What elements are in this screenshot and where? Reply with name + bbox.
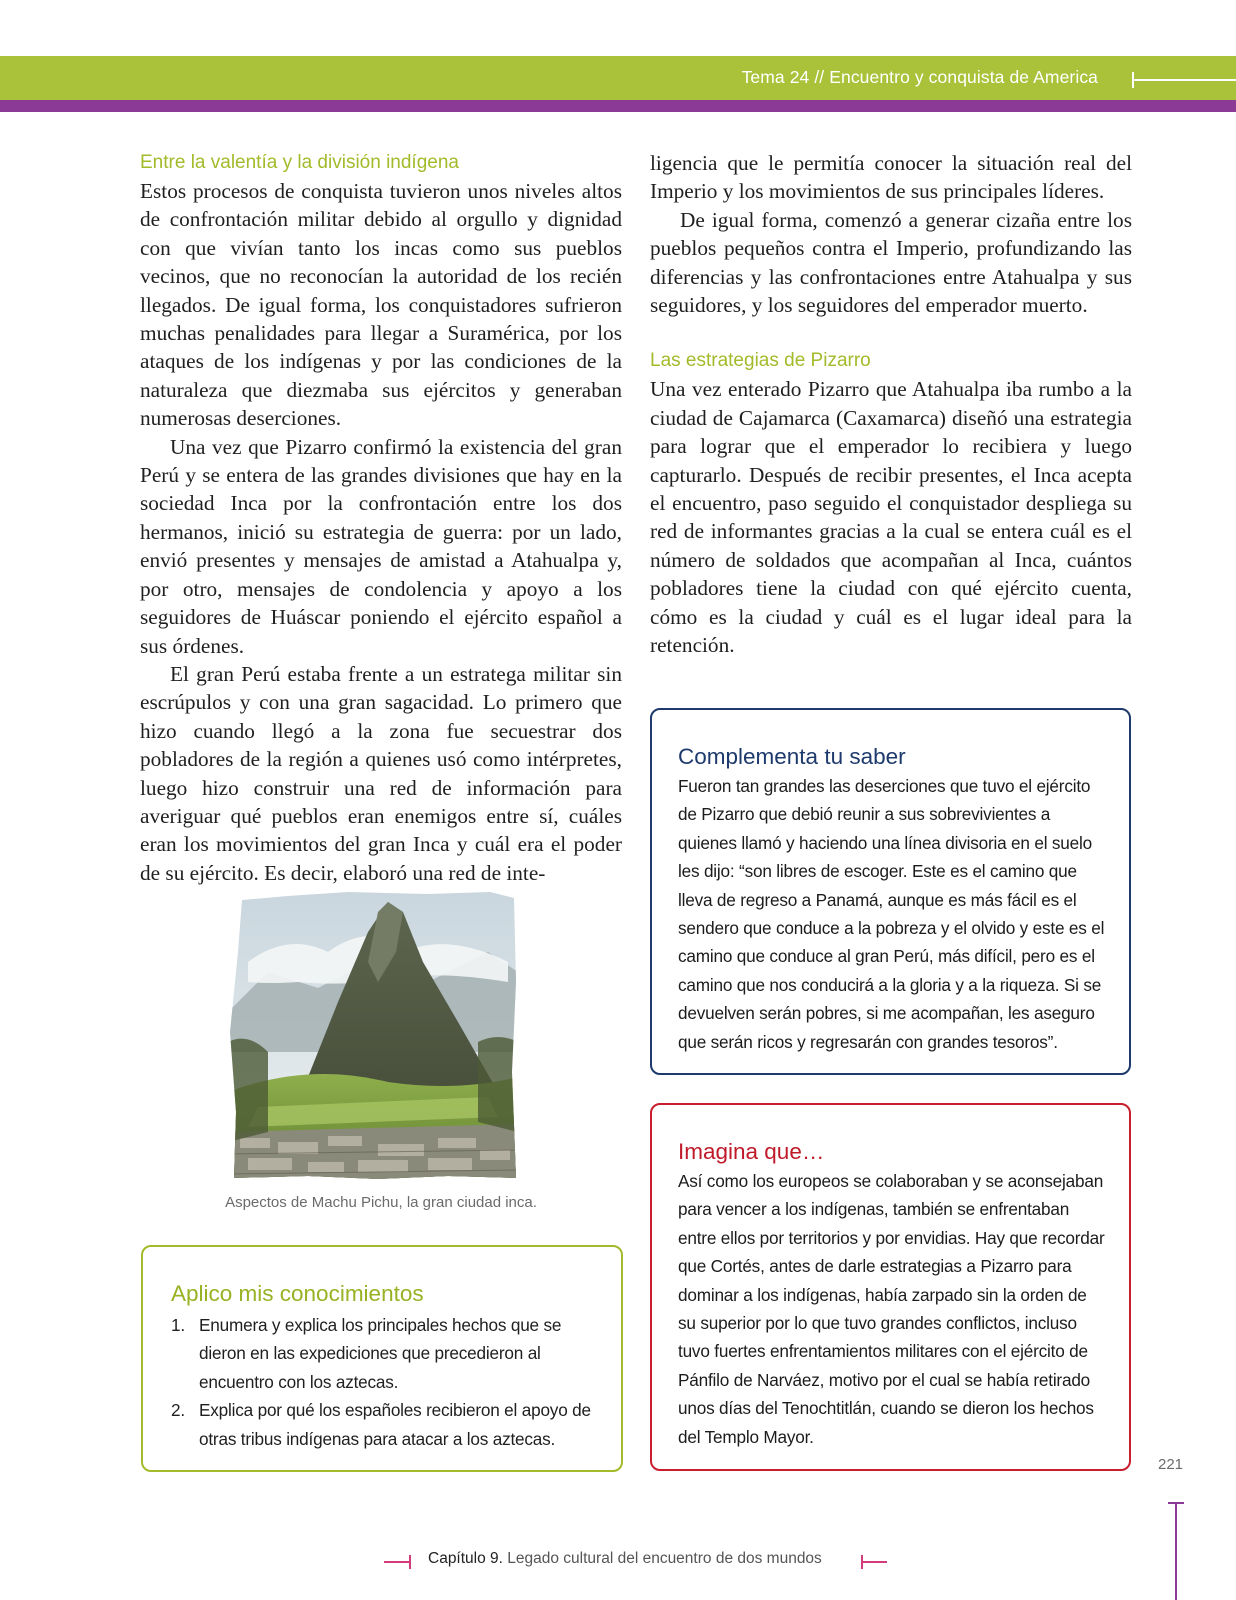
complementa-text: Fueron tan grandes las deserciones que tuvo el ejército de Pizarro que debió reunir a sus sobrevivientes a quienes llamó y haciendo una línea divisoria en el suelo les dijo: “son libres de escoger. Este es el camino que lleva de regreso a Panamá, aunque es más fácil es el sendero que conduce a la pobreza y el olvido y este es el camino que conduce al gran Perú, más difícil, pero es el camino que nos conducirá a la gloria y a la riqueza. Si se devuelven serán pobres, si me acompañan, les aseguro que serán ricos y regresarán con grandes tesoros”. [678, 776, 1105, 1052]
complementa-title: Complementa tu saber [678, 744, 906, 769]
paragraph: Estos procesos de conquista tuvieron unos niveles altos de confrontación militar debido al orgullo y dignidad con que vivían tanto los incas como sus pueblos vecinos, que no reconocían la autoridad de los recién llegados. De igual forma, los conquistadores sufrieron muchas penalidades para llegar a Suramérica, por los ataques de los indígenas y por las condiciones de la naturaleza que diezmaba sus ejércitos y generaban numerosas deserciones. [140, 179, 622, 431]
footer-tick-left [409, 1555, 411, 1569]
imagina-box [650, 1103, 1131, 1471]
photo-caption: Aspectos de Machu Pichu, la gran ciudad inca. [225, 1194, 537, 1211]
complementa-box [650, 708, 1131, 1075]
section-title-valentia: Entre la valentía y la división indígena [140, 152, 459, 173]
paragraph: ligencia que le permitía conocer la situación real del Imperio y los movimientos de sus principales líderes. [650, 151, 1132, 204]
list-item: 2. Explica por qué los españoles recibieron el apoyo de otras tribus indígenas para atacar a los aztecas. [171, 1400, 591, 1449]
footer-rule-left [384, 1561, 410, 1563]
imagina-text: Así como los europeos se colaboraban y se aconsejaban para vencer a los indígenas, también se enfrentaban entre ellos por territorios y por envidias. Hay que recordar que Cortés, antes de darle estrategias a Pizarro para dominar a los indígenas, había zarpado sin la orden de su superior por lo que tuvo grandes conflictos, incluso tuvo fuertes enfrentamientos militares con el ejército de Pánfilo de Narváez, motivo por el cual se había retirado unos días del Tenochtitlán, cuando se dieron los hechos del Templo Mayor. [678, 1171, 1105, 1447]
page-number: 221 [1158, 1456, 1184, 1473]
section-title-estrategias: Las estrategias de Pizarro [650, 350, 871, 372]
footer-chapter: Capítulo 9. Legado cultural del encuentro de dos mundos [428, 1550, 822, 1567]
header-stripe [0, 100, 1236, 112]
list-item: 1. Enumera y explica los principales hechos que se dieron en las expediciones que precedieron al encuentro con los aztecas. [171, 1315, 562, 1392]
machu-picchu-photo [228, 892, 518, 1180]
imagina-title: Imagina que… [678, 1139, 825, 1164]
footer-rule-right [861, 1561, 887, 1563]
aplico-title: Aplico mis conocimientos [171, 1281, 424, 1306]
footer [0, 1550, 1236, 1574]
left-column [140, 149, 622, 887]
aplico-list [171, 1311, 595, 1453]
paragraph: El gran Perú estaba frente a un estratega militar sin escrúpulos y con una gran sagacidad. Lo primero que hizo cuando llegó a la zona fue secuestrar dos pobladores de la región a quienes usó como intérpretes, luego hizo construir una red de información para averiguar qué pueblos eran enemigos entre sí, cuáles eran los movimientos del gran Inca y cuál era el poder de su ejército. Es decir, elaboró una red de inte- [140, 661, 622, 885]
aplico-box [141, 1245, 623, 1472]
paragraph: Una vez que Pizarro confirmó la existencia del gran Perú y se entera de las grandes divisiones que hay en la sociedad Inca por la confrontación entre los dos hermanos, inició su estrategia de guerra: por un lado, envió presentes y mensajes de amistad a Atahualpa y, por otro, mensajes de condolencia y apoyo a los seguidores de Huáscar poniendo el ejército español a sus órdenes. [140, 434, 622, 658]
header-rule [1132, 79, 1236, 81]
paragraph: Una vez enterado Pizarro que Atahualpa iba rumbo a la ciudad de Cajamarca (Caxamarca) diseñó una estrategia para lograr que el emperador lo recibiera y luego capturarlo. Después de recibir presentes, el Inca acepta el encuentro, paso seguido el conquistador despliega su red de informantes gracias a la cual se entera cuál es el número de soldados que acompañan al Inca, cuántos pobladores tiene la ciudad con qué ejército cuenta, cómo es la ciudad y cuál es el lugar ideal para la retención. [650, 377, 1132, 658]
right-column [650, 149, 1132, 660]
header-title: Tema 24 // Encuentro y conquista de America [741, 67, 1098, 87]
paragraph: De igual forma, comenzó a generar cizaña entre los pueblos pequeños contra el Imperio, profundizando las diferencias y las confrontaciones entre Atahualpa y sus seguidores, y los seguidores del emperador muerto. [650, 207, 1132, 318]
